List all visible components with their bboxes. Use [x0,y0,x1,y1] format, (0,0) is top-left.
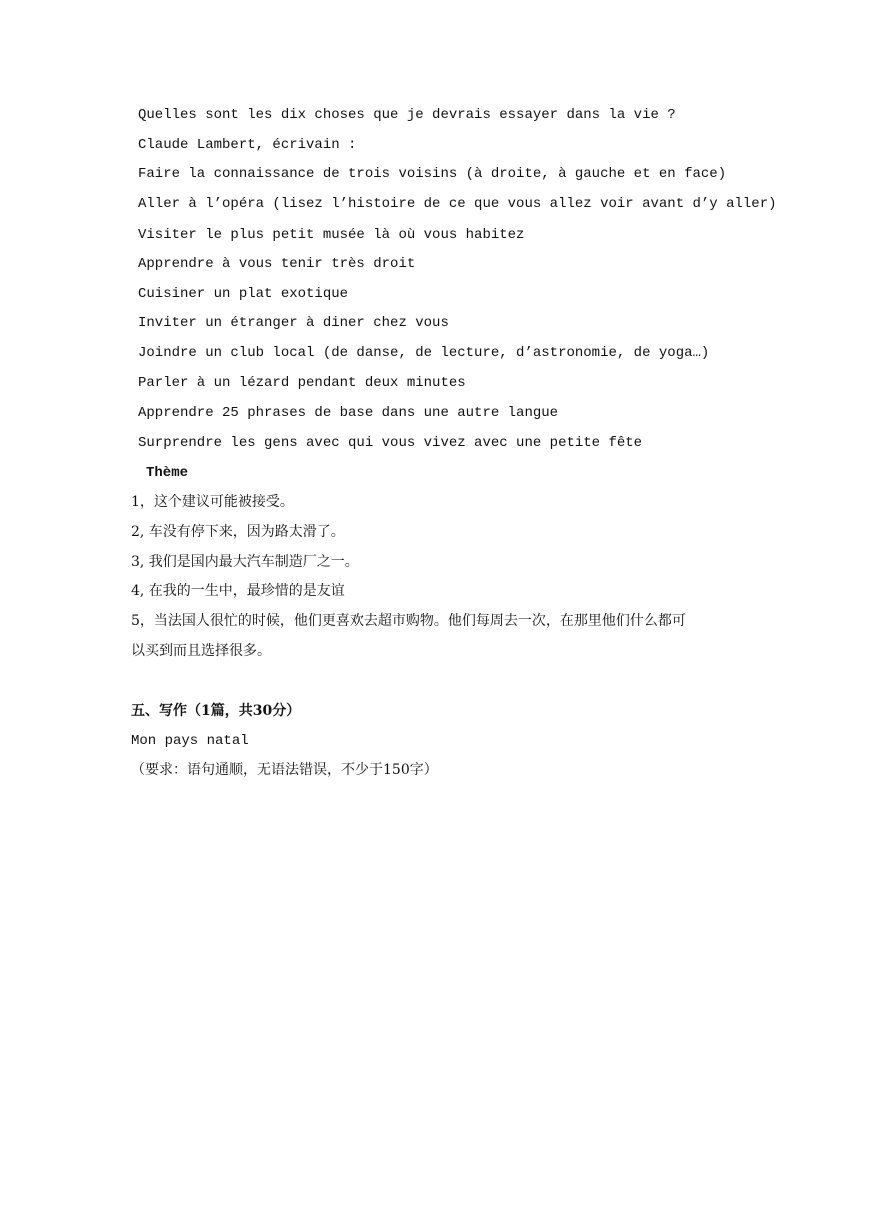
reading-item: Inviter un étranger à diner chez vous [138,315,449,331]
theme-sentence: 5，当法国人很忙的时候，他们更喜欢去超市购物。他们每周去一次，在那里他们什么都可 [131,613,686,629]
reading-item: Apprendre 25 phrases de base dans une autre langue [138,405,559,421]
theme-sentence: 4, 在我的一生中，最珍惜的是友谊 [131,583,345,599]
writing-topic: Mon pays natal [131,733,249,749]
reading-item: Parler à un lézard pendant deux minutes [138,375,466,391]
theme-sentence: 以买到而且选择很多。 [131,643,271,659]
reading-item: Faire la connaissance de trois voisins (à droite, à gauche et en face) [138,166,727,182]
theme-sentence: 1，这个建议可能被接受。 [131,494,294,510]
reading-item: Aller à l’opéra (lisez l’histoire de ce que vous allez voir avant d’y aller) [138,196,777,212]
theme-heading: Thème [146,465,189,481]
reading-item: Surprendre les gens avec qui vous vivez avec une petite fête [138,435,643,451]
theme-sentence: 3, 我们是国内最大汽车制造厂之一。 [131,554,359,570]
writing-heading: 五、写作（1篇，共30分） [131,703,301,719]
reading-author: Claude Lambert, écrivain : [138,137,357,153]
reading-question: Quelles sont les dix choses que je devrais essayer dans la vie ? [138,107,676,123]
reading-item: Joindre un club local (de danse, de lecture, d’astronomie, de yoga…) [138,345,710,361]
reading-item: Apprendre à vous tenir très droit [138,256,416,272]
reading-item: Cuisiner un plat exotique [138,286,349,302]
reading-item: Visiter le plus petit musée là où vous habitez [138,227,525,243]
writing-requirement: （要求：语句通顺，无语法错误，不少于150字） [131,762,438,778]
theme-sentence: 2, 车没有停下来，因为路太滑了。 [131,524,345,540]
